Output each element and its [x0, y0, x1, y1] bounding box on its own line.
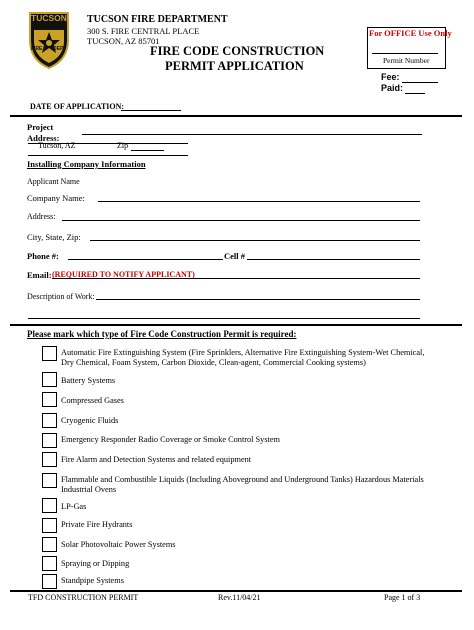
date-of-application-line[interactable] — [121, 110, 181, 111]
description-of-work-label: Description of Work: — [27, 292, 95, 301]
permit-checkbox-cryogenic-fluids[interactable] — [42, 413, 57, 428]
footer-divider — [10, 590, 462, 592]
permit-label-solar-photovoltaic: Solar Photovoltaic Power Systems — [61, 540, 176, 549]
permit-label-spraying-dipping: Spraying or Dipping — [61, 559, 130, 568]
fee-line[interactable] — [402, 82, 438, 83]
company-name-label: Company Name: — [27, 193, 85, 203]
email-line[interactable] — [52, 278, 420, 279]
cell-label: Cell # — [224, 251, 246, 261]
permit-label-automatic-fire-extinguishing: Automatic Fire Extinguishing System (Fire Sprinklers, Alternative Fire Extinguishing System-Wet Chemical, Dry Chemical, Foam System, Carbon Dioxide, Clean-agent, Commercial Cooking systems) — [61, 348, 425, 367]
permit-checkbox-emergency-responder-radio[interactable] — [42, 433, 57, 448]
project-city-value: Tucson, AZ — [38, 141, 76, 150]
logo-text-dept: DEPT — [53, 46, 67, 52]
footer-revision: Rev.11/04/21 — [218, 593, 261, 602]
paid-label: Paid: — [381, 83, 404, 93]
permit-checkbox-fire-alarm-detection[interactable] — [42, 452, 57, 467]
description-of-work-line-1[interactable] — [96, 299, 420, 300]
applicant-name-label: Applicant Name — [27, 177, 80, 186]
permit-checkbox-standpipe-systems[interactable] — [42, 574, 57, 589]
section-divider-middle — [10, 324, 462, 326]
permit-number-line — [372, 53, 438, 54]
permit-label-private-fire-hydrants: Private Fire Hydrants — [61, 520, 133, 529]
permit-checkbox-lp-gas[interactable] — [42, 498, 57, 513]
logo-text-fire: FIRE — [31, 46, 43, 52]
project-address-line[interactable] — [82, 134, 422, 135]
company-name-line[interactable] — [98, 201, 420, 202]
permit-label-cryogenic-fluids: Cryogenic Fluids — [61, 416, 119, 425]
email-label: Email: — [27, 270, 52, 280]
permit-checkbox-solar-photovoltaic[interactable] — [42, 537, 57, 552]
cell-line[interactable] — [247, 259, 420, 260]
permit-number-label: Permit Number — [383, 56, 430, 65]
permit-checkbox-automatic-fire-extinguishing[interactable] — [42, 346, 57, 361]
phone-label: Phone #: — [27, 251, 59, 261]
fee-label: Fee: — [381, 72, 400, 82]
department-address-line1: 300 S. FIRE CENTRAL PLACE — [87, 26, 200, 36]
permit-type-heading: Please mark which type of Fire Code Construction Permit is required: — [27, 329, 297, 339]
logo-text: TUCSON — [31, 13, 67, 23]
department-name: TUCSON FIRE DEPARTMENT — [87, 14, 228, 25]
description-of-work-line-2[interactable] — [28, 318, 420, 319]
date-of-application-label: DATE OF APPLICATION: — [30, 102, 125, 111]
footer-page-number: Page 1 of 3 — [384, 593, 421, 602]
email-required-note: (REQUIRED TO NOTIFY APPLICANT) — [52, 270, 195, 279]
paid-line[interactable] — [405, 93, 425, 94]
permit-label-fire-alarm-detection: Fire Alarm and Detection Systems and related equipment — [61, 455, 252, 464]
permit-label-emergency-responder-radio: Emergency Responder Radio Coverage or Smoke Control System — [61, 435, 280, 444]
address-line[interactable] — [62, 220, 420, 221]
form-title-line1: FIRE CODE CONSTRUCTION — [150, 44, 325, 58]
project-extra-line — [28, 155, 188, 156]
permit-label-battery-systems: Battery Systems — [61, 376, 116, 385]
permit-label-compressed-gases: Compressed Gases — [61, 396, 124, 405]
permit-label-standpipe-systems: Standpipe Systems — [61, 576, 124, 585]
city-state-zip-line[interactable] — [90, 240, 420, 241]
footer-form-name: TFD CONSTRUCTION PERMIT — [28, 593, 139, 602]
permit-checkbox-flammable-combustible-liquids[interactable] — [42, 473, 57, 488]
department-address-line2: TUCSON, AZ 85701 — [87, 36, 160, 46]
form-title-line2: PERMIT APPLICATION — [165, 59, 304, 73]
city-state-zip-label: City, State, Zip: — [27, 232, 81, 242]
phone-line[interactable] — [68, 259, 223, 260]
section-divider-top — [10, 115, 462, 117]
permit-label-lp-gas: LP-Gas — [61, 502, 87, 511]
permit-checkbox-spraying-dipping[interactable] — [42, 556, 57, 571]
project-zip-line[interactable] — [131, 150, 164, 151]
project-label: Project — [27, 122, 54, 132]
permit-checkbox-private-fire-hydrants[interactable] — [42, 518, 57, 533]
permit-label-flammable-combustible-liquids: Flammable and Combustible Liquids (Including Aboveground and Underground Tanks) Hazardous Materials Industrial Ovens — [61, 475, 424, 494]
office-use-title: For OFFICE Use Only — [369, 28, 452, 38]
address-label: Address: — [27, 212, 56, 221]
project-address-label: Address: — [27, 133, 60, 143]
project-zip-label: Zip — [117, 141, 129, 150]
permit-checkbox-compressed-gases[interactable] — [42, 392, 57, 407]
permit-checkbox-battery-systems[interactable] — [42, 372, 57, 387]
installing-company-heading: Installing Company Information — [27, 159, 146, 169]
